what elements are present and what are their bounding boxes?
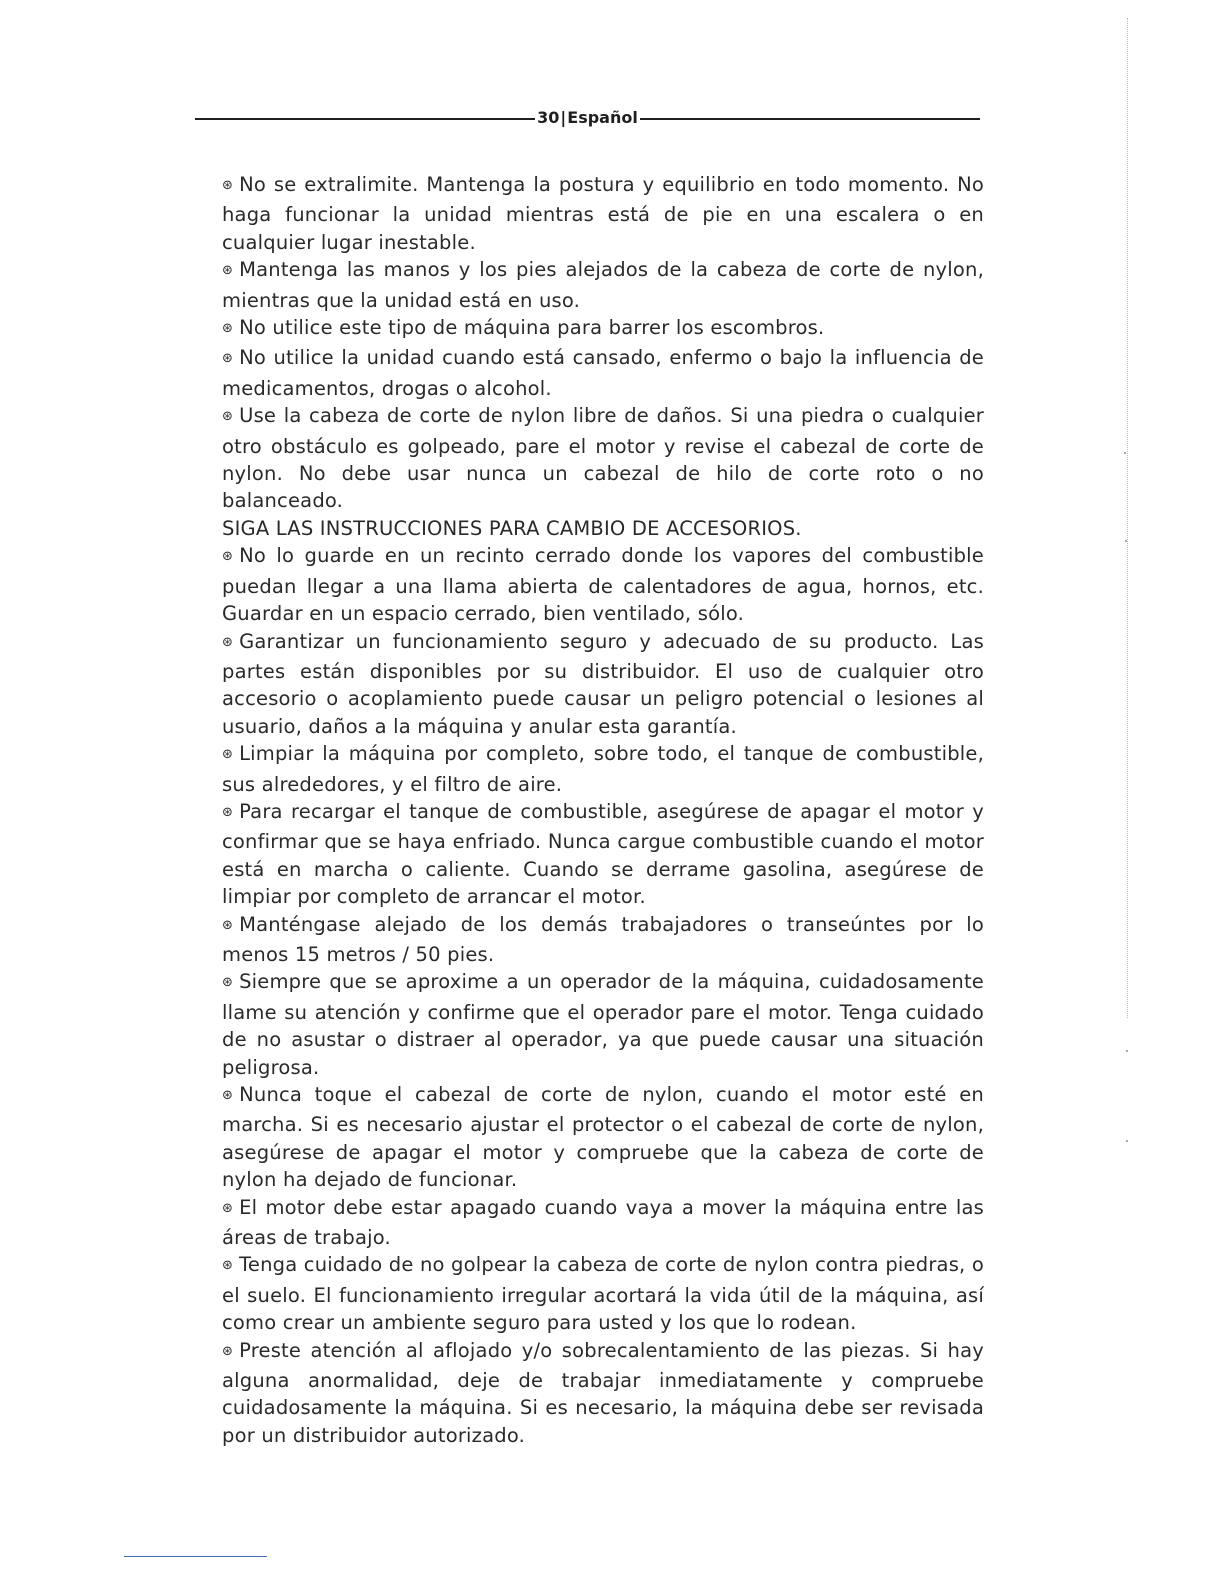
scan-edge-border [1127,18,1128,1018]
instruction-text: Preste atención al aflojado y/o sobrecalentamiento de las piezas. Si hay alguna anormalidad, deje de trabajar inmediatamente y compruebe cuidadosamente la máquina. Si es necesario, la máquina debe ser revisada por un distribuidor autorizado. [222,1338,984,1447]
bullet-icon: ⊛ [222,351,234,367]
instruction-paragraph [222,1081,984,1194]
instruction-paragraph [222,911,984,969]
instruction-text: Use la cabeza de corte de nylon libre de daños. Si una piedra o cualquier otro obstáculo es golpeado, pare el motor y revise el cabezal de corte de nylon. No debe usar nunca un cabezal de hilo de corte roto o no balanceado. [222,404,984,513]
instruction-paragraph [222,542,984,627]
instruction-paragraph [222,798,984,911]
scan-speck [1125,540,1127,542]
instruction-paragraph [222,344,984,402]
instruction-paragraph [222,740,984,798]
scan-speck [1124,452,1126,454]
bullet-icon: ⊛ [222,1258,234,1274]
instruction-text: No utilice la unidad cuando está cansado, enfermo o bajo la influencia de medicamentos, drogas o alcohol. [222,346,984,400]
safety-instructions-body [222,171,984,1449]
scan-speck [1126,1050,1128,1052]
instruction-paragraph [222,968,984,1081]
bottom-rule [124,1556,267,1557]
bullet-icon: ⊛ [222,917,234,933]
page-header [195,108,980,128]
header-rule-left [195,118,535,120]
instruction-paragraph [222,1194,984,1252]
instruction-paragraph [222,402,984,515]
instruction-paragraph [222,515,984,542]
instruction-text: Limpiar la máquina por completo, sobre todo, el tanque de combustible, sus alrededores, y el filtro de aire. [222,742,984,796]
bullet-icon: ⊛ [222,1343,234,1359]
bullet-icon: ⊛ [222,178,234,193]
instruction-paragraph [222,256,984,314]
instruction-paragraph [222,628,984,741]
bullet-icon: ⊛ [222,634,234,650]
instruction-text: Siempre que se aproxime a un operador de la máquina, cuidadosamente llame su atención y confirme que el operador pare el motor. Tenga cuidado de no asustar o distraer al operador, ya que puede causar una situación peligrosa. [222,970,984,1079]
instruction-text: SIGA LAS INSTRUCCIONES PARA CAMBIO DE ACCESORIOS. [222,516,802,540]
instruction-text: Para recargar el tanque de combustible, asegúrese de apagar el motor y confirmar que se haya enfriado. Nunca cargue combustible cuando el motor está en marcha o caliente. Cuando se derrame gasolina, asegúrese de limpiar por completo de arrancar el motor. [222,799,984,909]
instruction-text: No lo guarde en un recinto cerrado donde los vapores del combustible puedan llegar a una llama abierta de calentadores de agua, hornos, etc. Guardar en un espacio cerrado, bien ventilado, sólo. [222,544,984,626]
header-separator: | [560,108,567,127]
bullet-icon: ⊛ [222,747,234,763]
instruction-text: No se extralimite. Mantenga la postura y equilibrio en todo momento. No haga funcionar la unidad mientras está de pie en una escalera o en cualquier lugar inestable. [222,173,984,254]
header-language: Español [567,108,638,127]
page-number: 30 [537,108,560,127]
bullet-icon: ⊛ [222,321,234,337]
instruction-paragraph [222,1251,984,1336]
instruction-text: Tenga cuidado de no golpear la cabeza de corte de nylon contra piedras, o el suelo. El funcionamiento irregular acortará la vida útil de la máquina, así como crear un ambiente seguro para usted y los que lo rodean. [222,1253,984,1335]
header-label [535,108,640,127]
instruction-text: Nunca toque el cabezal de corte de nylon, cuando el motor esté en marcha. Si es necesario ajustar el protector o el cabezal de corte de nylon, asegúrese de apagar el motor y compruebe que la cabeza de corte de nylon ha dejado de funcionar. [222,1083,984,1192]
bullet-icon: ⊛ [222,549,234,565]
bullet-icon: ⊛ [222,409,234,425]
scan-speck [1126,1140,1128,1142]
bullet-icon: ⊛ [222,804,234,820]
bullet-icon: ⊛ [222,1200,234,1216]
bullet-icon: ⊛ [222,1088,234,1103]
instruction-text: Garantizar un funcionamiento seguro y adecuado de su producto. Las partes están disponibles por su distribuidor. El uso de cualquier otro accesorio o acoplamiento puede causar un peligro potencial o lesiones al usuario, daños a la máquina y anular esta garantía. [222,629,984,738]
instruction-paragraph [222,314,984,344]
bullet-icon: ⊛ [222,263,234,279]
instruction-text: El motor debe estar apagado cuando vaya a mover la máquina entre las áreas de trabajo. [222,1195,984,1250]
instruction-text: Manténgase alejado de los demás trabajadores o transeúntes por lo menos 15 metros / 50 pies. [222,912,984,966]
header-rule-right [640,118,980,120]
bullet-icon: ⊛ [222,975,234,991]
instruction-paragraph [222,1337,984,1450]
instruction-paragraph [222,171,984,256]
instruction-text: No utilice este tipo de máquina para barrer los escombros. [239,316,825,340]
instruction-text: Mantenga las manos y los pies alejados de la cabeza de corte de nylon, mientras que la unidad está en uso. [222,258,984,312]
